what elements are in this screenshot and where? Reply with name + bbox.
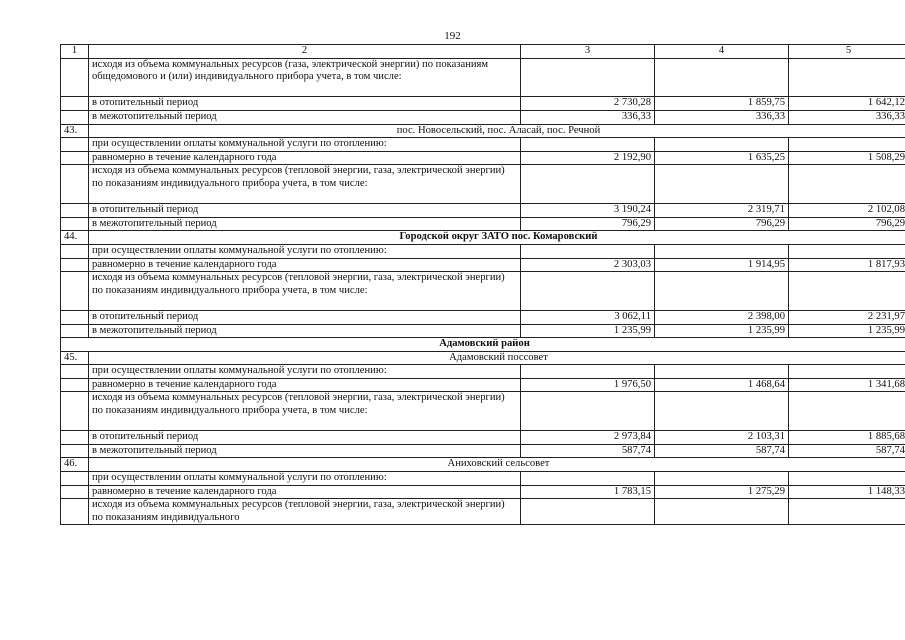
value-cell — [789, 499, 905, 525]
section-row — [61, 231, 905, 245]
value-cell: 1 783,15 — [521, 485, 655, 499]
value-cell: 3 190,24 — [521, 204, 655, 218]
section-number: 43. — [61, 124, 89, 138]
value-cell: 3 062,11 — [521, 310, 655, 324]
row-description: в межотопительный период — [89, 324, 521, 338]
value-cell — [789, 165, 905, 204]
value-cell: 1 235,99 — [655, 324, 789, 338]
column-header: 3 — [521, 45, 655, 59]
row-description: при осуществлении оплаты коммунальной услуги по отоплению: — [89, 244, 521, 258]
value-cell: 1 885,68 — [789, 431, 905, 445]
value-cell — [521, 472, 655, 486]
page-number: 192 — [444, 30, 461, 42]
value-cell: 796,29 — [789, 217, 905, 231]
value-cell: 1 976,50 — [521, 378, 655, 392]
value-cell: 1 341,68 — [789, 378, 905, 392]
row-description: в отопительный период — [89, 310, 521, 324]
table-row — [61, 258, 905, 272]
section-row — [61, 351, 905, 365]
value-cell — [789, 138, 905, 152]
row-description: при осуществлении оплаты коммунальной услуги по отоплению: — [89, 138, 521, 152]
table-row — [61, 58, 905, 97]
row-number-cell — [61, 272, 89, 311]
row-number-cell — [61, 392, 89, 431]
value-cell: 2 102,08 — [789, 204, 905, 218]
section-number: 44. — [61, 231, 89, 245]
value-cell — [655, 138, 789, 152]
row-description: исходя из объема коммунальных ресурсов (тепловой энергии, газа, электрической энергии) по показаниям индивидуального — [89, 499, 521, 525]
value-cell: 336,33 — [655, 110, 789, 124]
tariff-table — [60, 44, 905, 525]
value-cell — [655, 165, 789, 204]
row-number-cell — [61, 485, 89, 499]
table-row — [61, 444, 905, 458]
value-cell: 1 275,29 — [655, 485, 789, 499]
value-cell — [789, 244, 905, 258]
value-cell: 1 148,33 — [789, 485, 905, 499]
section-number: 45. — [61, 351, 89, 365]
value-cell — [521, 165, 655, 204]
value-cell: 336,33 — [789, 110, 905, 124]
section-title: Городской округ ЗАТО пос. Комаровский — [89, 231, 905, 245]
row-description: равномерно в течение календарного года — [89, 151, 521, 165]
row-description: в межотопительный период — [89, 110, 521, 124]
table-row — [61, 151, 905, 165]
value-cell: 2 319,71 — [655, 204, 789, 218]
row-description: в отопительный период — [89, 97, 521, 111]
value-cell — [789, 392, 905, 431]
value-cell: 1 642,12 — [789, 97, 905, 111]
table-row — [61, 472, 905, 486]
column-header: 5 — [789, 45, 905, 59]
value-cell — [789, 365, 905, 379]
table-row — [61, 217, 905, 231]
row-description: исходя из объема коммунальных ресурсов (тепловой энергии, газа, электрической энергии) по показаниям индивидуального прибора учета, в том числе: — [89, 272, 521, 311]
value-cell: 2 303,03 — [521, 258, 655, 272]
row-description: исходя из объема коммунальных ресурсов (тепловой энергии, газа, электрической энергии) по показаниям индивидуального прибора учета, в том числе: — [89, 165, 521, 204]
row-description: в межотопительный период — [89, 217, 521, 231]
district-title: Адамовский район — [61, 338, 905, 352]
table-row — [61, 244, 905, 258]
value-cell — [521, 365, 655, 379]
value-cell: 1 914,95 — [655, 258, 789, 272]
row-number-cell — [61, 472, 89, 486]
table-row — [61, 365, 905, 379]
value-cell — [521, 272, 655, 311]
column-header: 4 — [655, 45, 789, 59]
value-cell — [521, 392, 655, 431]
row-description: в отопительный период — [89, 431, 521, 445]
value-cell: 1 635,25 — [655, 151, 789, 165]
row-number-cell — [61, 204, 89, 218]
table-header-row — [61, 45, 905, 59]
row-description: в отопительный период — [89, 204, 521, 218]
row-number-cell — [61, 365, 89, 379]
table-row — [61, 110, 905, 124]
section-row — [61, 124, 905, 138]
value-cell — [789, 58, 905, 97]
value-cell: 1 859,75 — [655, 97, 789, 111]
row-number-cell — [61, 324, 89, 338]
row-number-cell — [61, 444, 89, 458]
value-cell — [521, 138, 655, 152]
value-cell: 2 103,31 — [655, 431, 789, 445]
table-row — [61, 392, 905, 431]
row-description: в межотопительный период — [89, 444, 521, 458]
row-description: исходя из объема коммунальных ресурсов (газа, электрической энергии) по показаниям общедомового и (или) индивидуального прибора учета, в том числе: — [89, 58, 521, 97]
value-cell: 2 730,28 — [521, 97, 655, 111]
value-cell: 1 468,64 — [655, 378, 789, 392]
row-number-cell — [61, 58, 89, 97]
value-cell: 796,29 — [655, 217, 789, 231]
table-row — [61, 324, 905, 338]
row-description: равномерно в течение календарного года — [89, 378, 521, 392]
section-title: пос. Новосельский, пос. Аласай, пос. Речной — [89, 124, 905, 138]
table-row — [61, 165, 905, 204]
row-description: исходя из объема коммунальных ресурсов (тепловой энергии, газа, электрической энергии) по показаниям индивидуального прибора учета, в том числе: — [89, 392, 521, 431]
value-cell: 1 817,93 — [789, 258, 905, 272]
value-cell — [789, 472, 905, 486]
value-cell — [655, 365, 789, 379]
column-header: 2 — [89, 45, 521, 59]
row-description: при осуществлении оплаты коммунальной услуги по отоплению: — [89, 472, 521, 486]
table-row — [61, 272, 905, 311]
table-row — [61, 485, 905, 499]
value-cell: 587,74 — [789, 444, 905, 458]
value-cell: 1 235,99 — [521, 324, 655, 338]
row-number-cell — [61, 378, 89, 392]
value-cell: 796,29 — [521, 217, 655, 231]
value-cell: 587,74 — [521, 444, 655, 458]
row-description: равномерно в течение календарного года — [89, 485, 521, 499]
row-number-cell — [61, 244, 89, 258]
section-number: 46. — [61, 458, 89, 472]
value-cell — [521, 244, 655, 258]
value-cell — [521, 58, 655, 97]
row-number-cell — [61, 258, 89, 272]
table-row — [61, 310, 905, 324]
table-row — [61, 431, 905, 445]
value-cell — [655, 244, 789, 258]
value-cell: 2 973,84 — [521, 431, 655, 445]
row-number-cell — [61, 431, 89, 445]
value-cell — [655, 472, 789, 486]
section-title: Аниховский сельсовет — [89, 458, 905, 472]
value-cell — [789, 272, 905, 311]
value-cell: 1 235,99 — [789, 324, 905, 338]
value-cell — [655, 58, 789, 97]
value-cell — [521, 499, 655, 525]
table-row — [61, 378, 905, 392]
value-cell: 1 508,29 — [789, 151, 905, 165]
table-row — [61, 97, 905, 111]
row-description: при осуществлении оплаты коммунальной услуги по отоплению: — [89, 365, 521, 379]
column-header: 1 — [61, 45, 89, 59]
row-number-cell — [61, 165, 89, 204]
table-row — [61, 204, 905, 218]
value-cell — [655, 392, 789, 431]
value-cell: 587,74 — [655, 444, 789, 458]
table-row — [61, 138, 905, 152]
section-title: Адамовский поссовет — [89, 351, 905, 365]
value-cell: 2 231,97 — [789, 310, 905, 324]
value-cell: 336,33 — [521, 110, 655, 124]
section-row — [61, 458, 905, 472]
row-description: равномерно в течение календарного года — [89, 258, 521, 272]
row-number-cell — [61, 97, 89, 111]
value-cell — [655, 272, 789, 311]
district-row — [61, 338, 905, 352]
value-cell — [655, 499, 789, 525]
row-number-cell — [61, 310, 89, 324]
row-number-cell — [61, 110, 89, 124]
row-number-cell — [61, 217, 89, 231]
row-number-cell — [61, 151, 89, 165]
value-cell: 2 192,90 — [521, 151, 655, 165]
row-number-cell — [61, 499, 89, 525]
row-number-cell — [61, 138, 89, 152]
table-row — [61, 499, 905, 525]
value-cell: 2 398,00 — [655, 310, 789, 324]
